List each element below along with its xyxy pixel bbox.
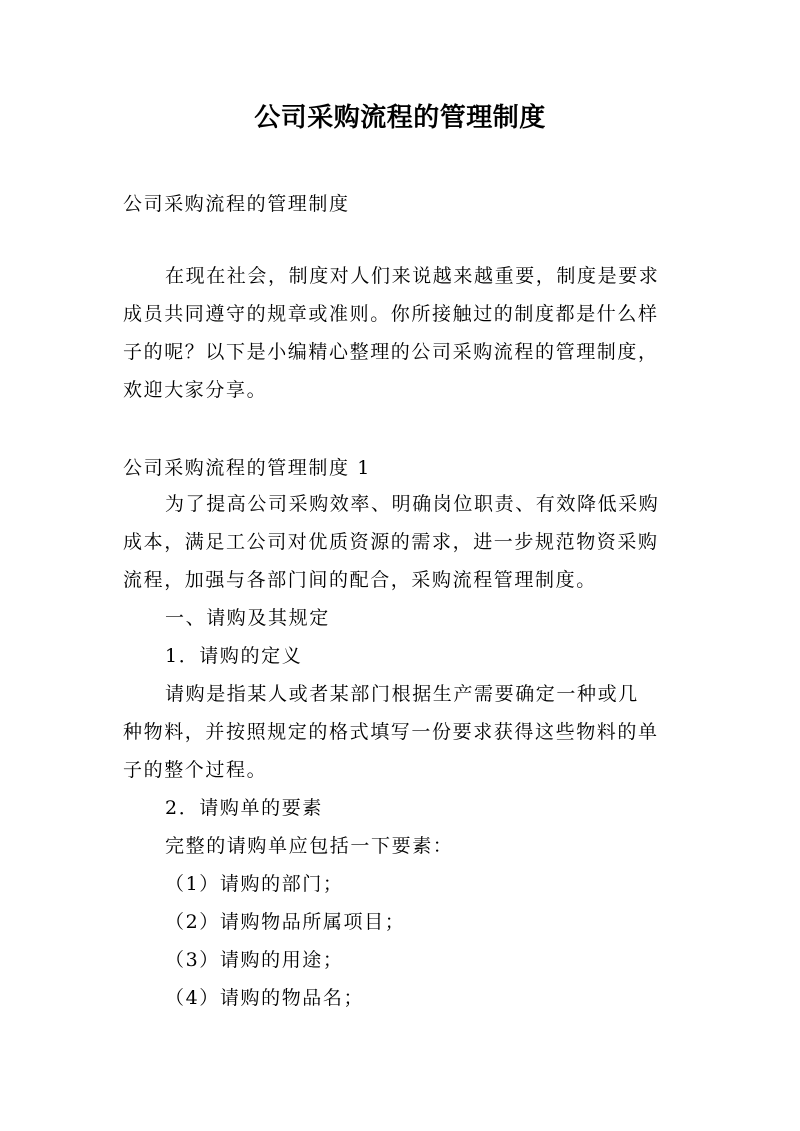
item-heading: 1．请购的定义 [165, 645, 303, 667]
definition-line: 种物料，并按照规定的格式填写一份要求获得这些物料的单 [123, 721, 659, 743]
purpose-line: 流程，加强与各部门间的配合，采购流程管理制度。 [123, 569, 597, 591]
intro-line: 欢迎大家分享。 [123, 379, 268, 401]
purpose-line: 成本，满足工公司对优质资源的需求，进一步规范物资采购 [123, 531, 659, 553]
elements-intro: 完整的请购单应包括一下要素： [165, 835, 454, 857]
purpose-line: 为了提高公司采购效率、明确岗位职责、有效降低采购 [165, 493, 660, 515]
element-item: （2）请购物品所属项目； [165, 911, 406, 933]
element-item: （3）请购的用途； [165, 949, 344, 971]
element-item: （1）请购的部门； [165, 873, 344, 895]
element-item: （4）请购的物品名； [165, 987, 365, 1009]
intro-line: 成员共同遵守的规章或准则。你所接触过的制度都是什么样 [123, 303, 659, 325]
part-heading: 一、请购及其规定 [165, 607, 330, 629]
intro-line: 在现在社会，制度对人们来说越来越重要，制度是要求 [165, 265, 660, 287]
intro-line: 子的呢？以下是小编精心整理的公司采购流程的管理制度， [123, 341, 659, 363]
section-heading: 公司采购流程的管理制度 1 [123, 457, 371, 479]
definition-line: 子的整个过程。 [123, 759, 268, 781]
definition-line: 请购是指某人或者某部门根据生产需要确定一种或几 [165, 683, 639, 705]
item-heading: 2．请购单的要素 [165, 797, 323, 819]
document-subtitle: 公司采购流程的管理制度 [123, 193, 350, 215]
document-title: 公司采购流程的管理制度 [254, 103, 546, 133]
